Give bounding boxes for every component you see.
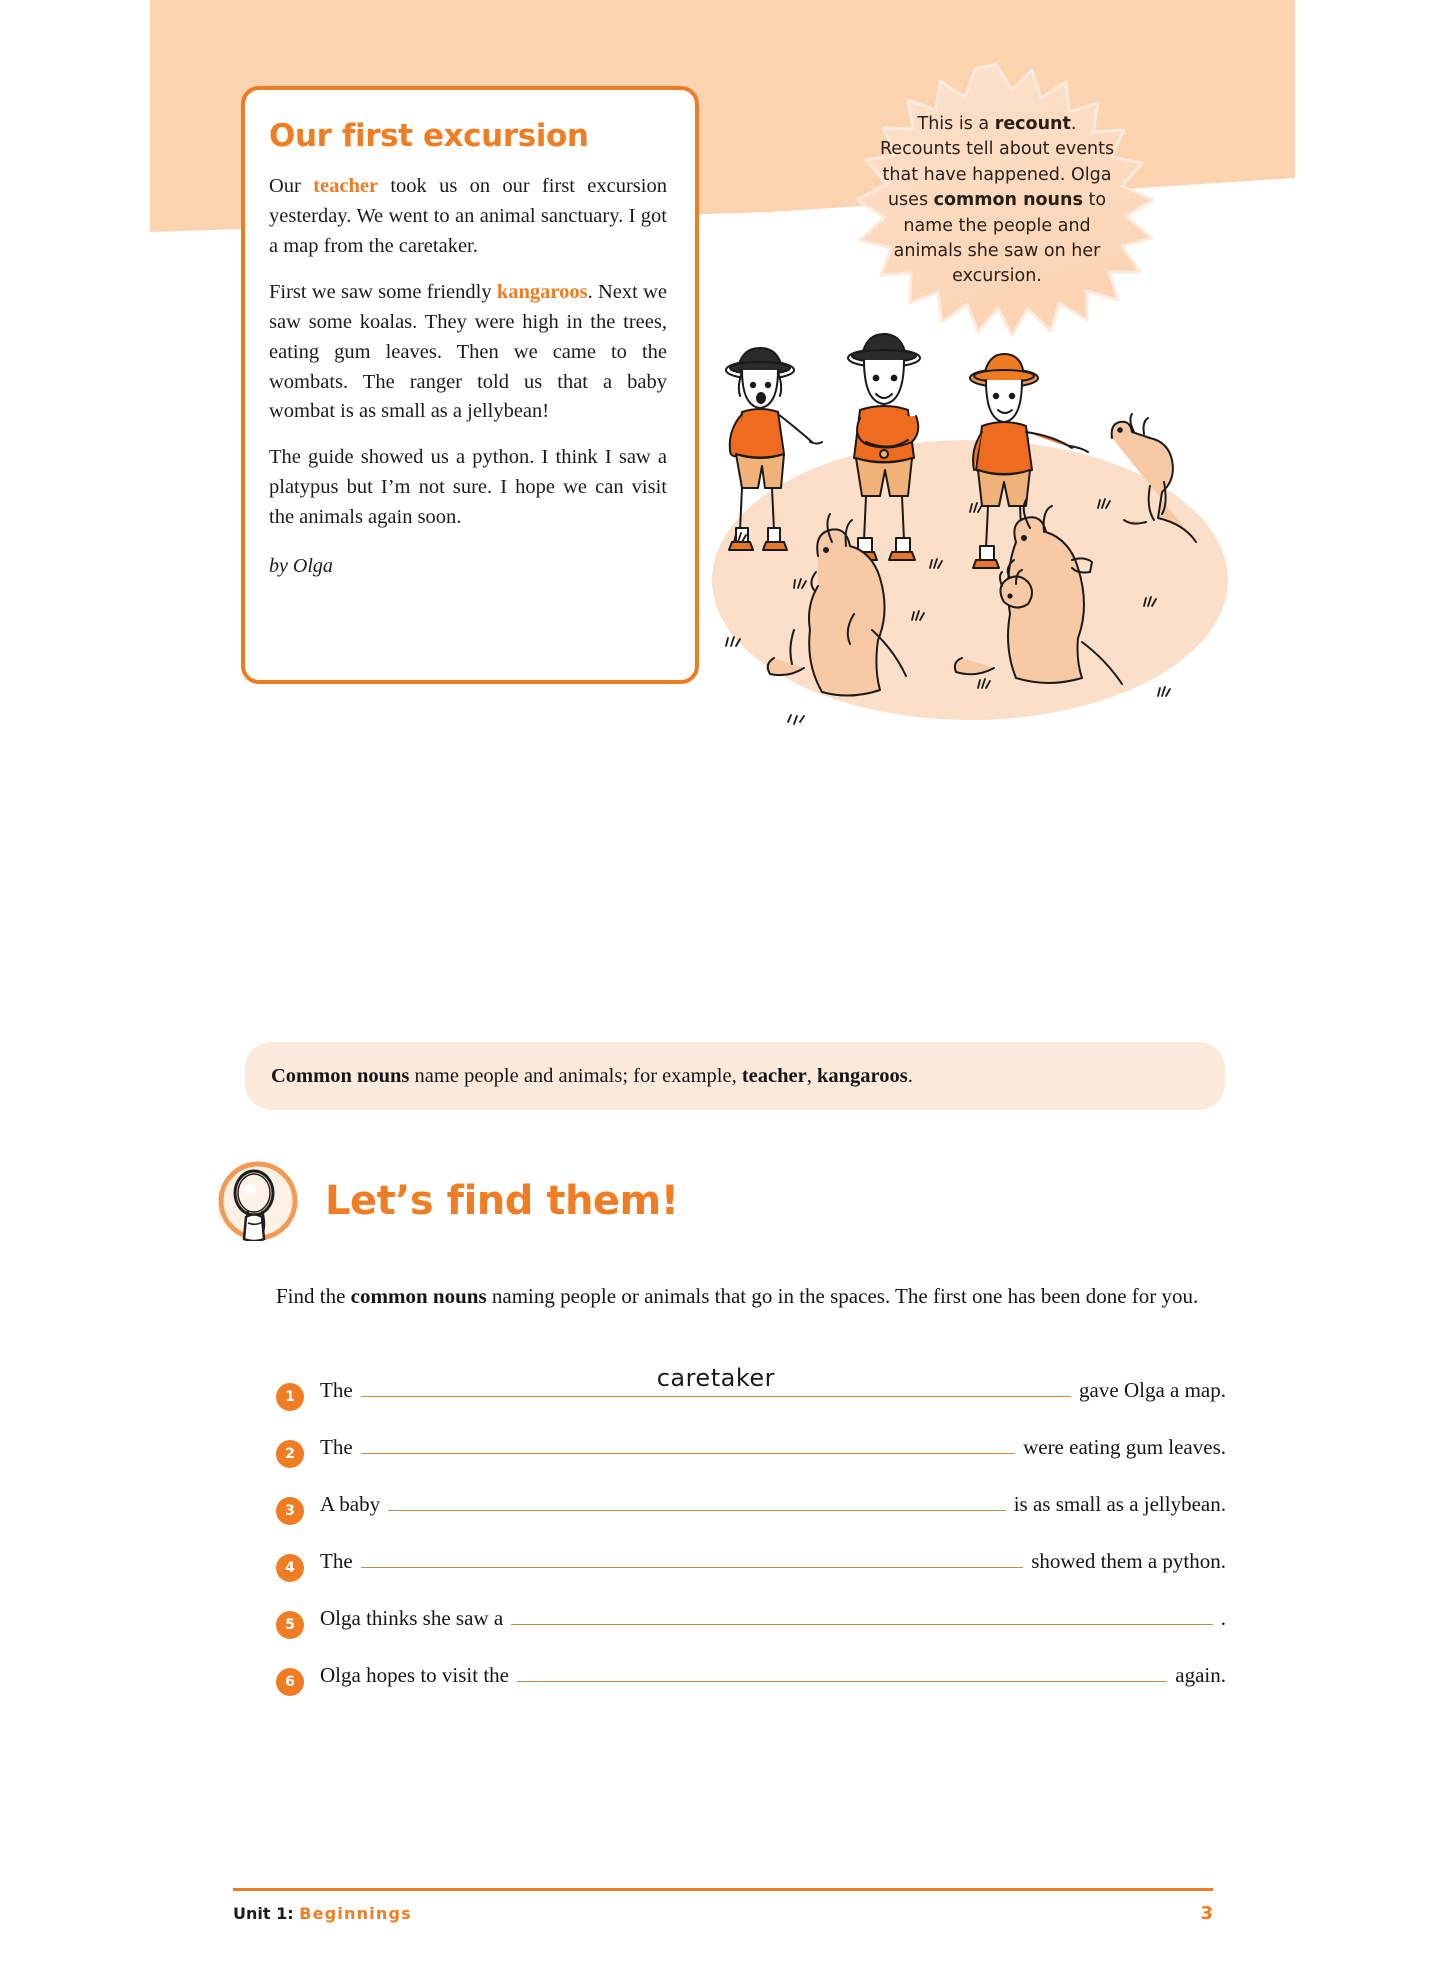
definition-term: Common nouns — [271, 1064, 410, 1087]
exercise-suffix-5: . — [1220, 1606, 1226, 1630]
worksheet-page — [150, 0, 1295, 1977]
recount-callout — [826, 60, 1166, 345]
callout-line1-a: This is a — [917, 114, 995, 134]
story-paragraph-1 — [269, 172, 667, 262]
footer-divider — [233, 1888, 1213, 1891]
instruction-part-a: Find the — [276, 1284, 351, 1308]
story-card — [241, 86, 699, 684]
footer-unit-label: Unit 1: — [233, 1904, 294, 1923]
story-p2-part-b: . Next we saw some koalas. They were high in the trees, eating gum leaves. Then we came to the wombats. The ranger told us that a baby wombat is as small as a jellybean! — [269, 280, 668, 423]
exercise-number-6: 6 — [276, 1668, 304, 1696]
exercise-suffix-1: gave Olga a map. — [1079, 1378, 1226, 1402]
footer-page-number: 3 — [1200, 1903, 1213, 1924]
excursion-illustration — [698, 330, 1238, 780]
exercise-item-2 — [276, 1427, 1226, 1484]
exercise-number-4: 4 — [276, 1554, 304, 1582]
exercise-item-6 — [276, 1655, 1226, 1712]
callout-line5: name the people and — [903, 215, 1091, 236]
magnifying-glass-icon — [218, 1161, 298, 1241]
exercise-suffix-3: is as small as a jellybean. — [1013, 1492, 1226, 1516]
exercise-blank-1[interactable] — [361, 1364, 1071, 1397]
definition-end: . — [907, 1064, 913, 1087]
exercise-number-3: 3 — [276, 1497, 304, 1525]
exercise-answer-1: caretaker — [656, 1364, 775, 1392]
activity-heading: Let’s find them! — [325, 1178, 679, 1224]
exercise-number-2: 2 — [276, 1440, 304, 1468]
exercise-number-5: 5 — [276, 1611, 304, 1639]
callout-line1-c: . — [1070, 114, 1077, 134]
exercise-list — [276, 1364, 1226, 1712]
highlight-teacher: teacher — [313, 175, 379, 197]
story-p1-part-b: took us on our first excursion yesterday. We went to an animal sanctuary. I got a map from the caretaker. — [269, 175, 667, 257]
story-byline: by Olga — [269, 555, 333, 578]
exercise-suffix-4: showed them a python. — [1031, 1549, 1226, 1573]
footer-unit — [233, 1904, 412, 1923]
highlight-kangaroos: kangaroos — [496, 280, 588, 303]
callout-line7: excursion. — [952, 266, 1042, 287]
exercise-suffix-2: were eating gum leaves. — [1023, 1435, 1226, 1459]
definition-separator: , — [806, 1064, 817, 1087]
callout-text — [856, 112, 1138, 290]
page-footer — [233, 1903, 1213, 1924]
callout-line2: Recounts tell about events — [879, 139, 1115, 160]
common-nouns-definition-bar — [245, 1042, 1225, 1110]
exercise-blank-3[interactable] — [388, 1484, 1006, 1511]
callout-term-recount: recount — [994, 114, 1071, 134]
exercise-blank-2[interactable] — [361, 1427, 1015, 1454]
activity-instruction — [276, 1282, 1206, 1312]
story-title: Our first excursion — [269, 118, 589, 154]
exercise-item-4 — [276, 1541, 1226, 1598]
definition-text — [271, 1065, 913, 1088]
instruction-term: common nouns — [350, 1284, 487, 1308]
definition-example-kangaroos: kangaroos — [816, 1064, 908, 1087]
exercise-prefix-4: The — [320, 1549, 353, 1573]
definition-mid: name people and animals; for example, — [409, 1064, 742, 1087]
exercise-prefix-2: The — [320, 1435, 353, 1459]
activity-heading-row — [218, 1155, 918, 1247]
exercise-item-5 — [276, 1598, 1226, 1655]
callout-line6: animals she saw on her — [893, 240, 1101, 261]
callout-term-common-nouns: common nouns — [933, 190, 1083, 211]
story-paragraph-2 — [269, 278, 667, 428]
instruction-part-c: naming people or animals that go in the spaces. The first one has been done for you. — [486, 1284, 1199, 1308]
exercise-item-3 — [276, 1484, 1226, 1541]
exercise-prefix-1: The — [320, 1378, 353, 1402]
definition-example-teacher: teacher — [741, 1064, 807, 1087]
callout-line4-c: to — [1082, 190, 1107, 211]
exercise-prefix-5: Olga thinks she saw a — [320, 1606, 504, 1630]
callout-line3: that have happened. Olga — [882, 164, 1112, 185]
exercise-prefix-6: Olga hopes to visit the — [320, 1663, 509, 1687]
exercise-blank-4[interactable] — [361, 1541, 1024, 1568]
exercise-prefix-3: A baby — [320, 1492, 381, 1516]
footer-unit-name: Beginnings — [299, 1904, 412, 1923]
story-paragraph-3: The guide showed us a python. I think I saw a platypus but I’m not sure. I hope we can visit the animals again soon. — [269, 446, 667, 529]
story-p1-part-a: Our — [269, 175, 314, 197]
exercise-suffix-6: again. — [1175, 1663, 1226, 1687]
exercise-number-1: 1 — [276, 1383, 304, 1411]
exercise-item-1 — [276, 1364, 1226, 1427]
story-p2-part-a: First we saw some friendly — [269, 280, 497, 303]
callout-line4-a: uses — [887, 190, 934, 211]
exercise-blank-5[interactable] — [511, 1598, 1213, 1625]
exercise-blank-6[interactable] — [517, 1655, 1167, 1682]
